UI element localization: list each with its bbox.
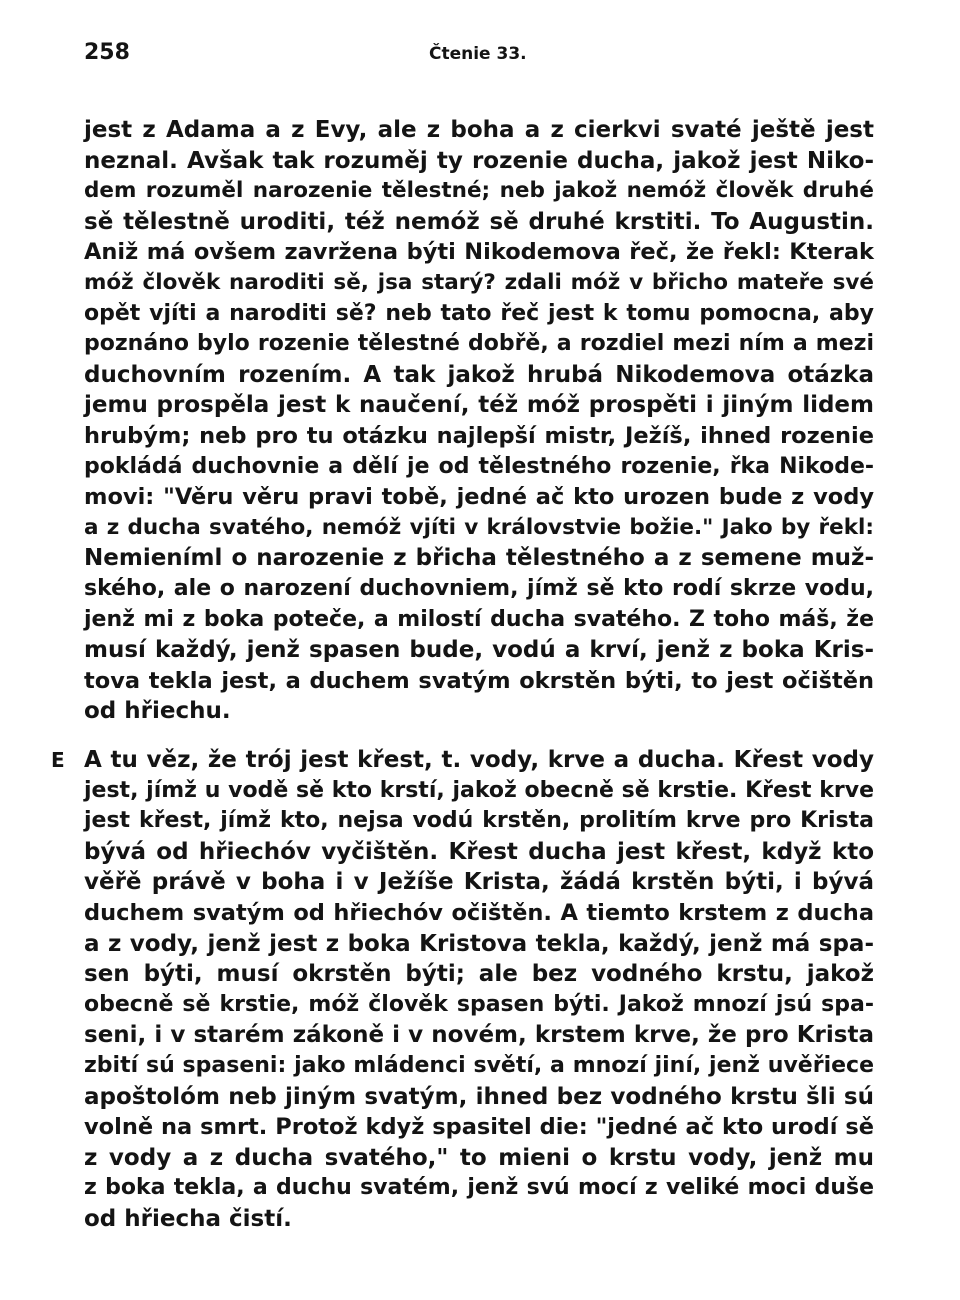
text-line: jest z Adama a z Evy, ale z boha a z cierkvi svaté ještě jest (84, 117, 874, 143)
text-line: ského, ale o narození duchovniem, jímž sě kto rodí skrze vodu, (84, 575, 874, 601)
text-line: bývá od hřiechóv vyčištěn. Křest ducha jest křest, když kto (84, 838, 874, 865)
text-line: hrubým; neb pro tu otázku najlepší mistr, Ježíš, ihned rozenie (84, 422, 874, 449)
text-line: Nemieníml o narozenie z břicha tělestného a z semene muž- (84, 545, 874, 572)
text-line: a z vody, jenž jest z boka Kristova tekla, každý, jenž má spa- (84, 930, 874, 957)
text-line: od hřiecha čistí. (84, 1205, 292, 1232)
text-line: sě tělestně uroditi, též nemóž sě druhé krstiti. To Augustin. (84, 208, 874, 235)
text-line: movi: "Věru věru pravi tobě, jedné ač kto urozen bude z vody (84, 484, 874, 511)
text-line: opět vjíti a naroditi sě? neb tato řeč jest k tomu pomocna, aby (84, 300, 874, 326)
text-line: pokládá duchovnie a dělí je od tělestného rozenie, řka Nikode- (84, 453, 874, 479)
text-line: A tu věz, že trój jest křest, t. vody, krve a ducha. Křest vody (84, 747, 874, 773)
text-line: věřě právě v boha i v Ježíše Krista, žádá krstěn býti, i bývá (84, 869, 874, 896)
margin-section-mark: E (51, 748, 65, 772)
text-line: jest, jímž u vodě sě kto krstí, jakož obecně sě krstie. Křest krve (84, 777, 874, 803)
text-line: z vody a z ducha svatého," to mieni o krstu vody, jenž mu (84, 1144, 874, 1171)
text-line: móž člověk naroditi sě, jsa starý? zdali móž v břicho mateře své (84, 269, 874, 295)
text-line: obecně sě krstie, móž člověk spasen býti. Jakož mnozí jsú spa- (84, 991, 874, 1017)
text-line: apoštolóm neb jiným svatým, ihned bez vodného krstu šli sú (84, 1083, 874, 1110)
text-line: z boka tekla, a duchu svatém, jenž svú mocí z veliké moci duše (84, 1175, 874, 1201)
page-header (84, 40, 874, 72)
text-line: jenž mi z boka poteče, a milostí ducha svatého. Z toho máš, že (84, 606, 874, 632)
text-line: Aniž má ovšem zavržena býti Nikodemova řeč, že řekl: Kterak (84, 239, 874, 266)
text-line: jest křest, jímž kto, nejsa vodú krstěn, prolitím krve pro Krista (84, 808, 874, 834)
text-line: a z ducha svatého, nemóž vjíti v královstvie božie." Jako by řekl: (84, 514, 874, 540)
text-line: sen býti, musí okrstěn býti; ale bez vodného krstu, jakož (84, 961, 874, 988)
text-line: duchem svatým od hřiechóv očištěn. A tiemto krstem z ducha (84, 899, 874, 926)
running-head: Čtenie 33. (429, 44, 527, 64)
text-line: seni, i v starém zákoně i v novém, krstem krve, že pro Krista (84, 1022, 874, 1049)
text-line: od hřiechu. (84, 698, 231, 725)
text-line: tova tekla jest, a duchem svatým okrstěn býti, to jest očištěn (84, 667, 874, 694)
text-line: poznáno bylo rozenie tělestné dobřě, a rozdiel mezi ním a mezi (84, 331, 874, 357)
paragraph-1 (84, 115, 874, 727)
page-number: 258 (84, 40, 130, 65)
paragraph-2 (84, 745, 874, 1235)
text-line: zbití sú spaseni: jako mládenci světí, a mnozí jiní, jenž uvěřiece (84, 1052, 874, 1078)
text-line: jemu prospěla jest k naučení, též móž prospěti i jiným lidem (84, 392, 874, 419)
text-line: neznal. Avšak tak rozuměj ty rozenie ducha, jakož jest Niko- (84, 147, 874, 174)
text-line: volně na smrt. Protož když spasitel die: "jedné ač kto urodí sě (84, 1114, 874, 1141)
text-line: musí každý, jenž spasen bude, vodú a krví, jenž z boka Kris- (84, 637, 874, 664)
text-line: duchovním rozením. A tak jakož hrubá Nikodemova otázka (84, 361, 874, 388)
text-line: dem rozuměl narozenie tělestné; neb jakož nemóž člověk druhé (84, 178, 874, 204)
